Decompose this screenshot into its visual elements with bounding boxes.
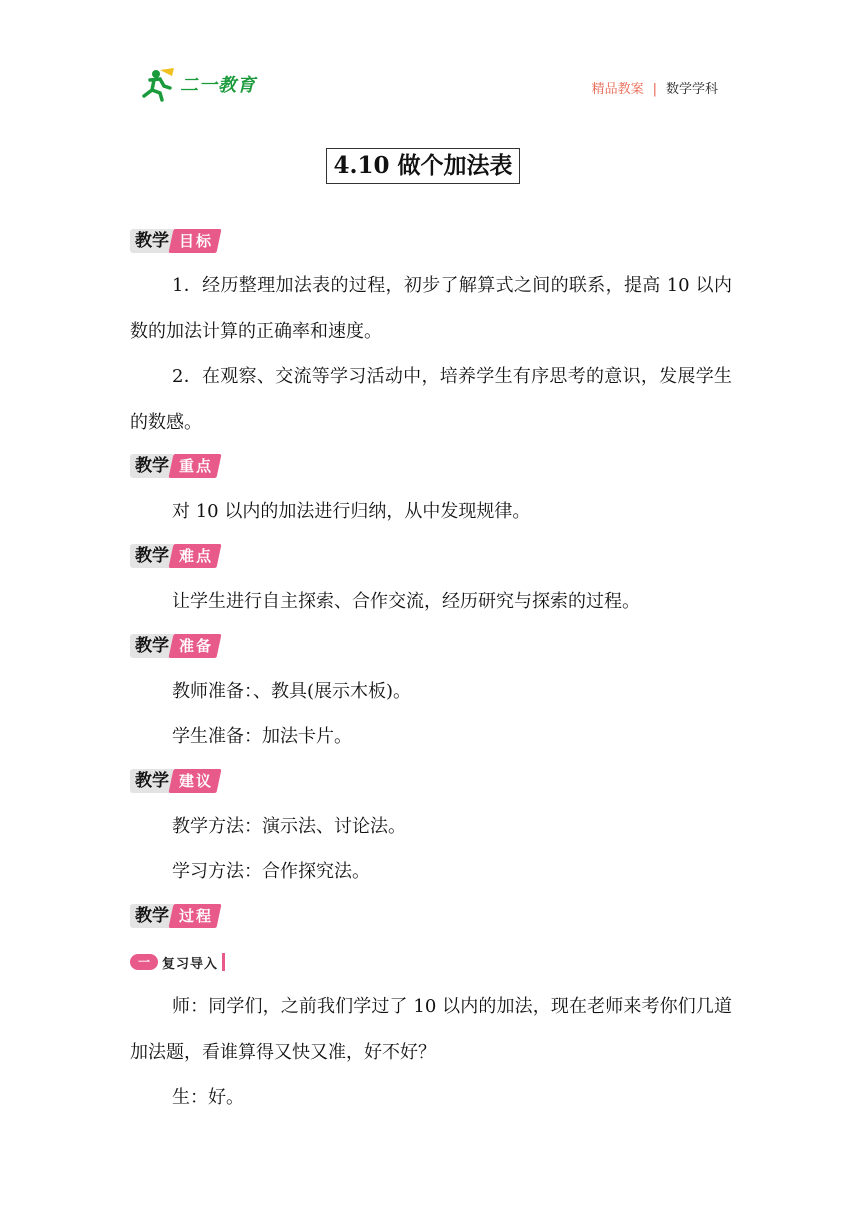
section-label-tag-text: 目标 bbox=[179, 232, 214, 250]
section-label-key bbox=[130, 454, 219, 478]
goal-item-1: 1．经历整理加法表的过程，初步了解算式之间的联系，提高 10 以内数的加法计算的正确率和速度。 bbox=[130, 275, 732, 342]
section-label-tag bbox=[168, 634, 221, 658]
page-title: 4.10 做个加法表 bbox=[326, 148, 520, 184]
step-bar bbox=[222, 953, 225, 971]
section-label-prefix: 教学 bbox=[130, 904, 173, 928]
section-label-tag bbox=[168, 769, 221, 793]
section-label-tag-text: 重点 bbox=[179, 457, 214, 475]
section-label-tag bbox=[168, 454, 221, 478]
prep-teacher: 教师准备：、教具(展示木板)。 bbox=[172, 681, 412, 702]
section-label-tag-text: 过程 bbox=[179, 907, 214, 925]
section-label-tag bbox=[168, 904, 221, 928]
section-label-tag bbox=[168, 544, 221, 568]
step-number: 一 bbox=[130, 954, 158, 970]
prep-student: 学生准备：加法卡片。 bbox=[172, 726, 352, 747]
section-label-prefix: 教学 bbox=[130, 544, 173, 568]
step-tag-review bbox=[130, 952, 225, 972]
difficulty-text: 让学生进行自主探索、合作交流，经历研究与探索的过程。 bbox=[172, 591, 640, 612]
section-label-tag-text: 建议 bbox=[179, 772, 214, 790]
section-label-tag bbox=[168, 229, 221, 253]
suggest-teach-method: 教学方法：演示法、讨论法。 bbox=[172, 816, 406, 837]
section-label-prefix: 教学 bbox=[130, 634, 173, 658]
section-label-tag-text: 准备 bbox=[179, 637, 214, 655]
dialog-teacher: 师：同学们，之前我们学过了 10 以内的加法，现在老师来考你们几道加法题，看谁算得又快又准，好不好？ bbox=[130, 996, 732, 1063]
brand-label: 精品教案 bbox=[591, 82, 644, 97]
section-label-suggest bbox=[130, 769, 219, 793]
section-label-process bbox=[130, 904, 219, 928]
section-label-prefix: 教学 bbox=[130, 769, 173, 793]
header-meta bbox=[592, 78, 718, 97]
section-label-tag-text: 难点 bbox=[179, 547, 214, 565]
section-label-prep bbox=[130, 634, 219, 658]
header-separator: | bbox=[652, 82, 657, 97]
section-label-prefix: 教学 bbox=[130, 454, 173, 478]
logo bbox=[138, 66, 256, 102]
suggest-learn-method: 学习方法：合作探究法。 bbox=[172, 861, 370, 882]
runner-logo-icon bbox=[138, 66, 178, 102]
section-label-goals bbox=[130, 229, 219, 253]
section-label-prefix: 教学 bbox=[130, 229, 173, 253]
subject-label: 数学学科 bbox=[665, 82, 718, 97]
goal-item-2: 2．在观察、交流等学习活动中，培养学生有序思考的意识，发展学生的数感。 bbox=[130, 366, 732, 433]
step-title: 复习导入 bbox=[162, 956, 219, 972]
section-label-difficulty bbox=[130, 544, 219, 568]
key-point-text: 对 10 以内的加法进行归纳，从中发现规律。 bbox=[172, 501, 531, 522]
logo-text: 二一教育 bbox=[180, 75, 256, 96]
dialog-student: 生：好。 bbox=[172, 1087, 244, 1108]
page-header bbox=[0, 0, 860, 110]
